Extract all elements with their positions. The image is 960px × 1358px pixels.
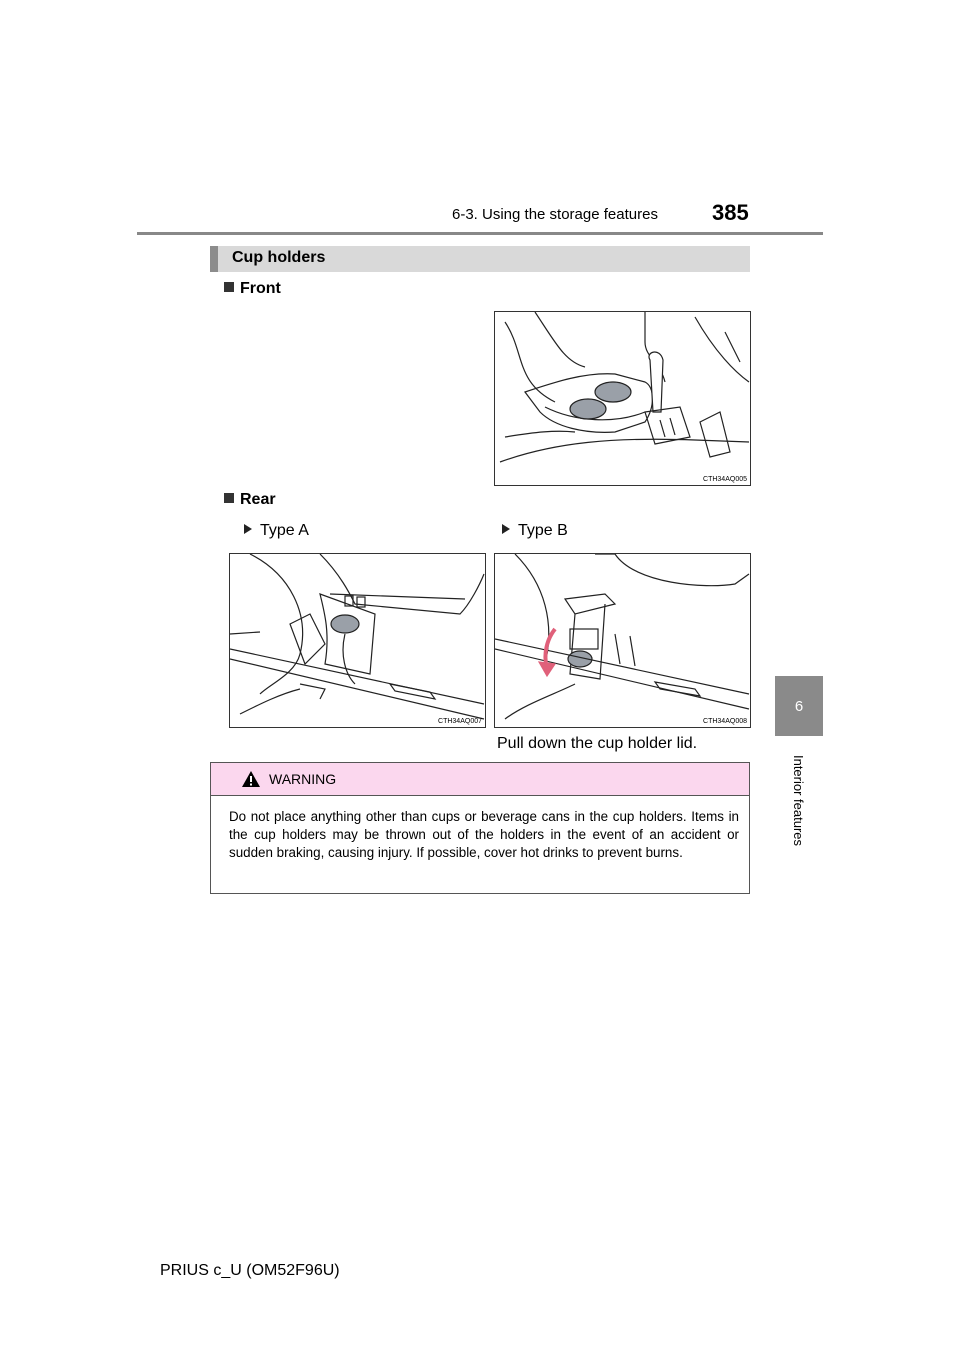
front-heading [224, 280, 281, 298]
chapter-title: Interior features [791, 754, 807, 846]
rear-type-b-illustration [494, 553, 751, 728]
section-header: 6-3. Using the storage features [452, 206, 658, 223]
rear-heading [224, 491, 276, 509]
type-b-figure-code: CTH34AQ008 [703, 718, 747, 725]
section-title: Cup holders [232, 249, 326, 266]
front-cup-holder-illustration [494, 311, 751, 486]
front-heading-text: Front [240, 280, 281, 297]
rear-heading-text: Rear [240, 491, 276, 508]
front-figure-code: CTH34AQ005 [703, 476, 747, 483]
type-b-label [502, 522, 568, 540]
chapter-number: 6 [794, 698, 804, 715]
section-title-bar [210, 246, 750, 272]
triangle-bullet-icon [502, 524, 510, 534]
warning-triangle-icon [241, 770, 261, 788]
footer-model: PRIUS c_U (OM52F96U) [160, 1262, 340, 1279]
type-b-caption: Pull down the cup holder lid. [497, 735, 698, 752]
header-divider [137, 232, 823, 235]
type-a-figure-code: CTH34AQ007 [438, 718, 482, 725]
square-bullet-icon [224, 282, 234, 292]
rear-type-a-illustration [229, 553, 486, 728]
warning-title: WARNING [269, 771, 337, 787]
chapter-label [775, 745, 823, 855]
type-a-text: Type A [260, 522, 309, 539]
type-b-text: Type B [518, 522, 568, 539]
triangle-bullet-icon [244, 524, 252, 534]
warning-header [211, 763, 749, 796]
warning-box [210, 762, 750, 894]
chapter-tab [775, 676, 823, 736]
square-bullet-icon [224, 493, 234, 503]
page-number: 385 [712, 200, 749, 225]
type-a-label [244, 522, 309, 540]
warning-text: Do not place anything other than cups or beverage cans in the cup holders. Items in the cup holders may be thrown out of the holders in the event of an accident or sudden braking, causing injury. If possible, cover hot drinks to prevent burns. [229, 809, 739, 860]
